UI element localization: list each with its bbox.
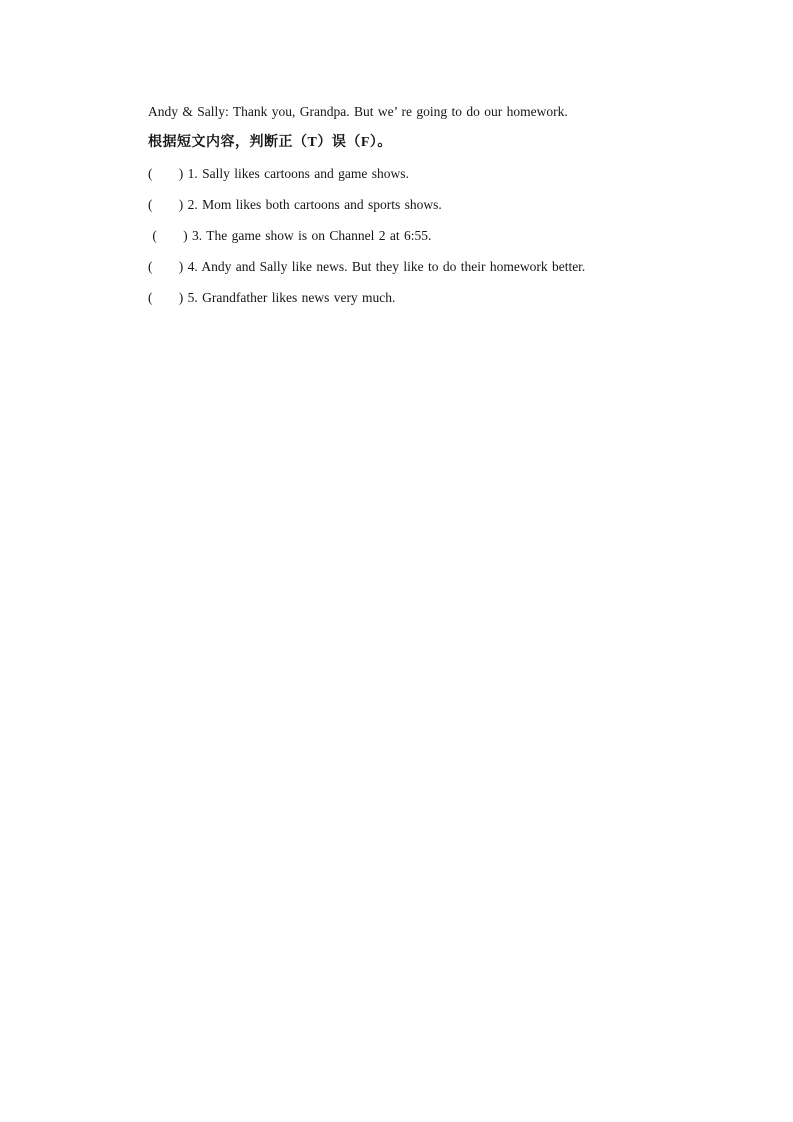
question-item-5: ( ) 5. Grandfather likes news very much. [148,290,396,305]
instruction-line: 根据短文内容，判断正（T）误（F）。 [148,135,392,150]
worksheet-content [148,103,753,320]
question-item-4: ( ) 4. Andy and Sally like news. But they like to do their homework better. [148,259,586,274]
question-item-1: ( ) 1. Sally likes cartoons and game shows. [148,166,409,181]
dialogue-line: Andy & Sally: Thank you, Grandpa. But we’ re going to do our homework. [148,104,568,119]
question-item-2: ( ) 2. Mom likes both cartoons and sports shows. [148,197,442,212]
question-item-3: ( ) 3. The game show is on Channel 2 at 6:55. [148,228,432,243]
